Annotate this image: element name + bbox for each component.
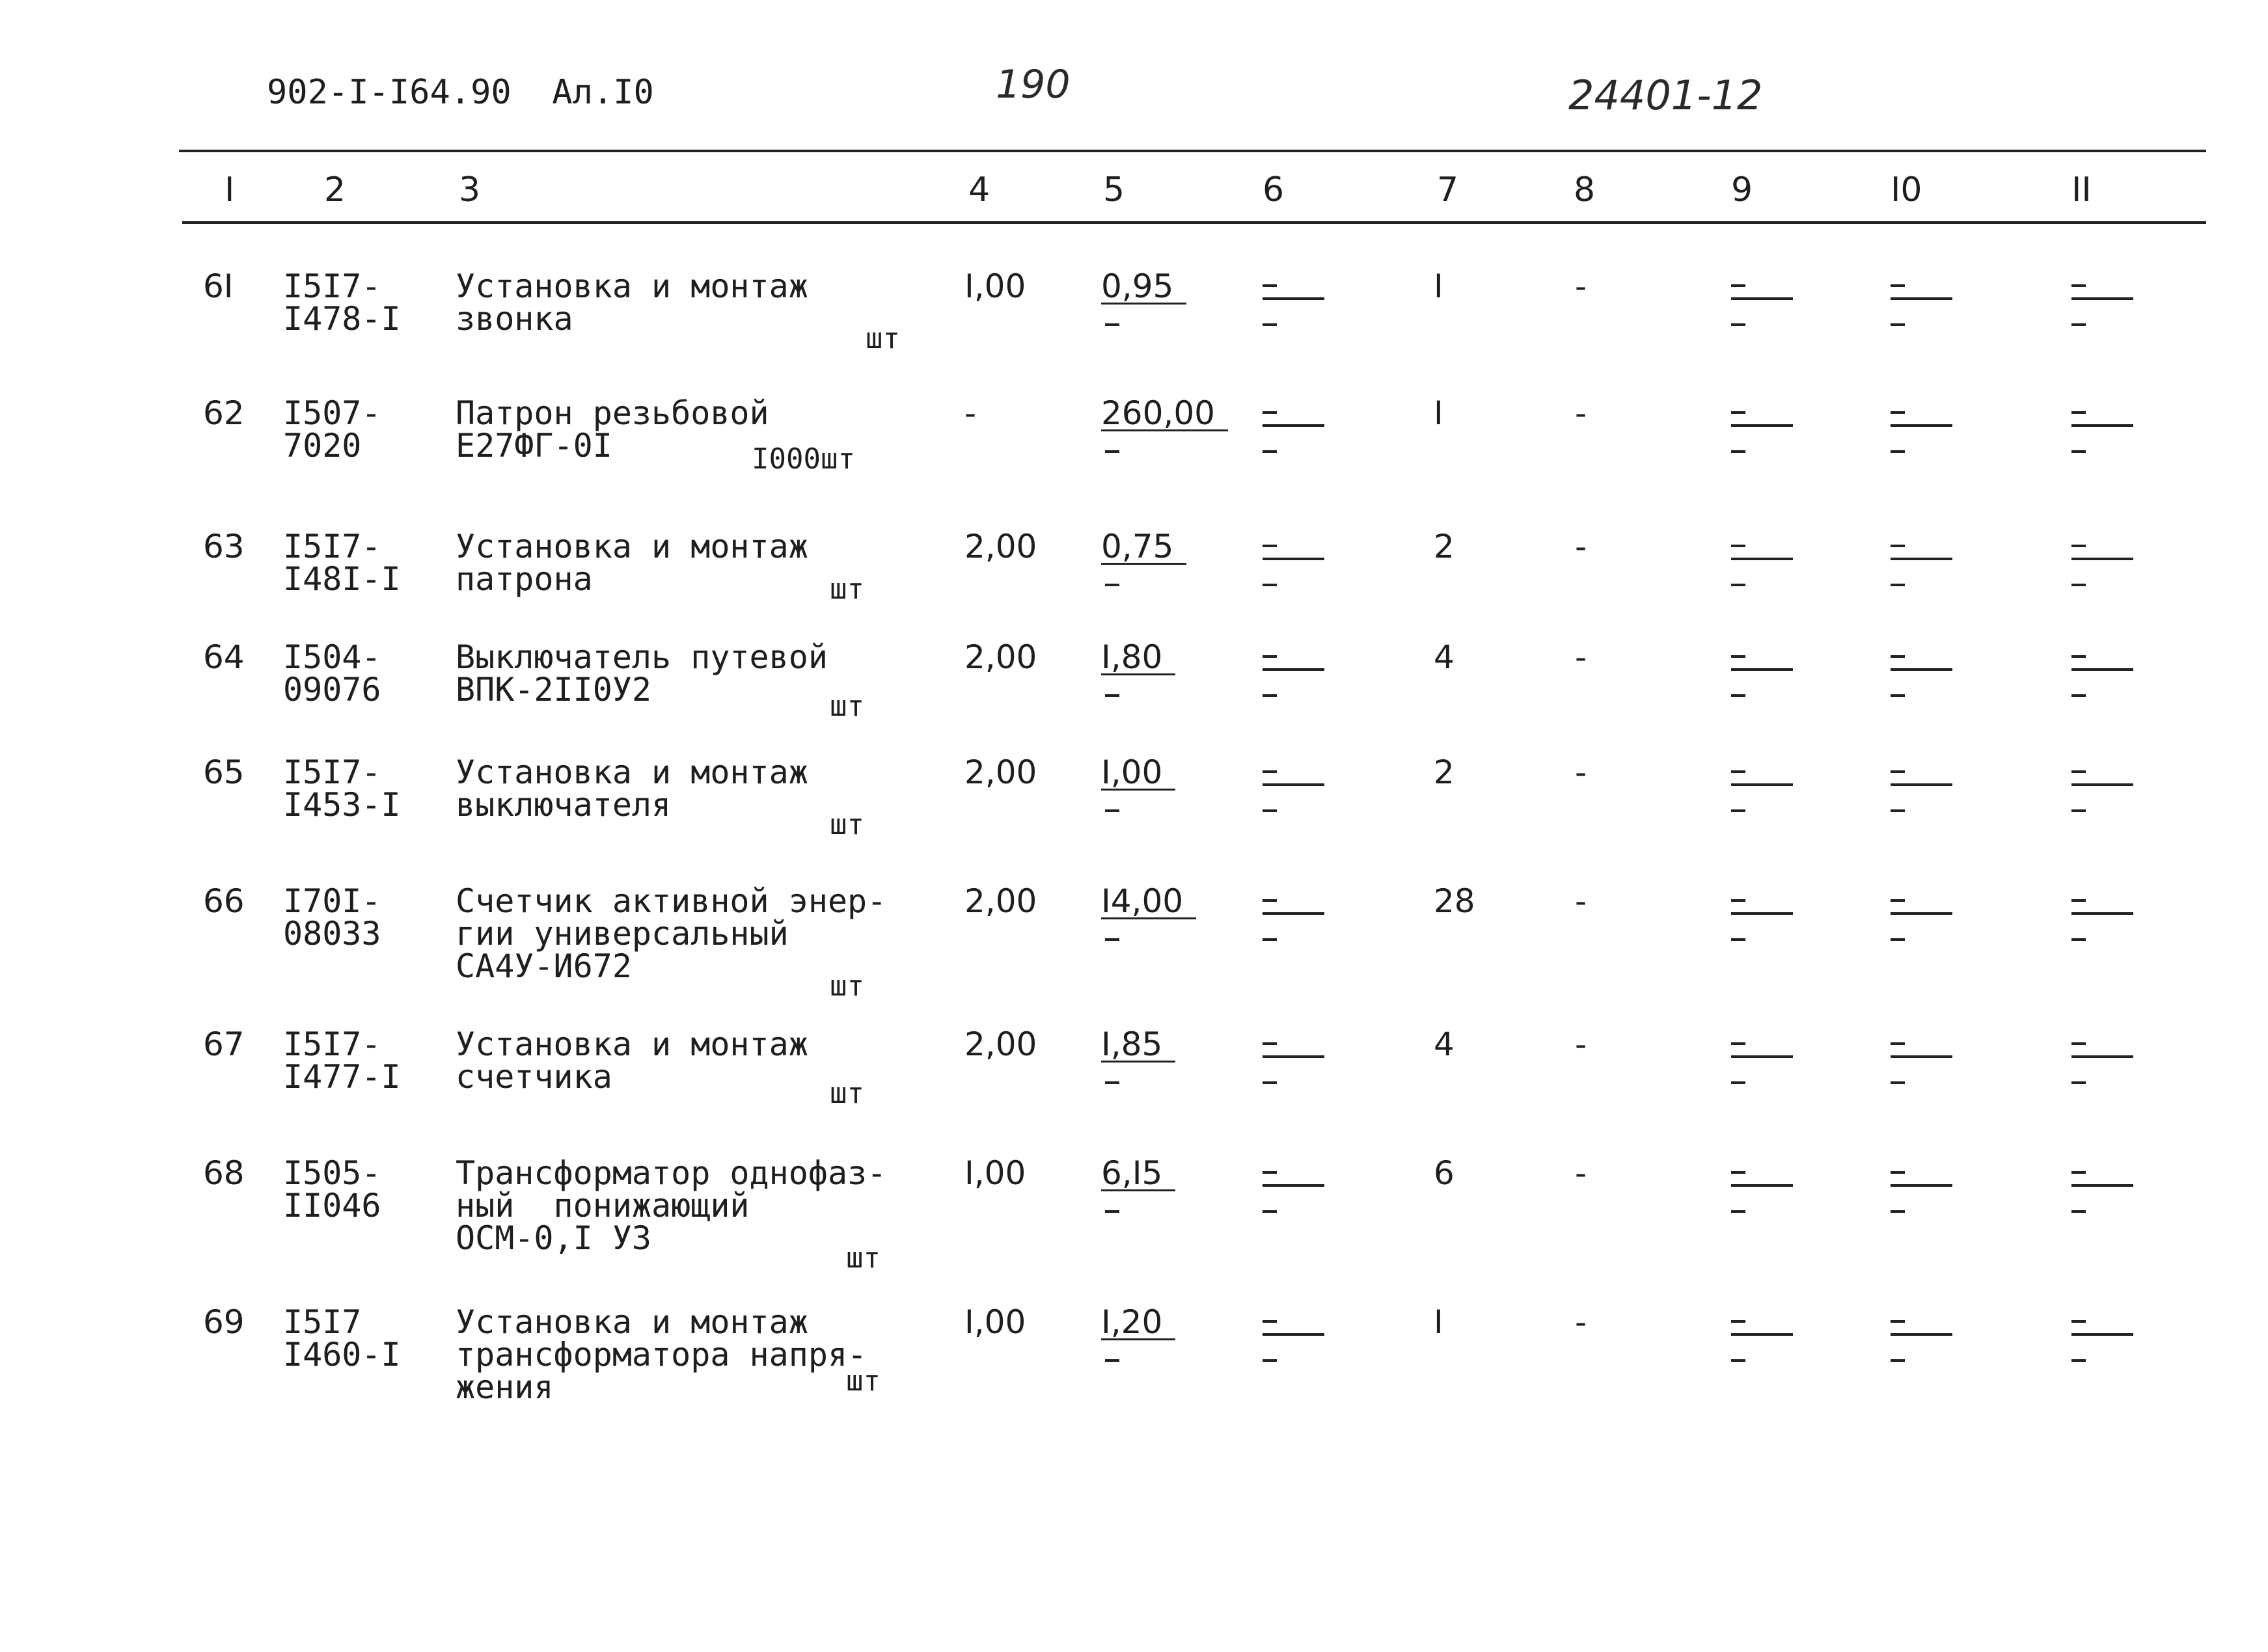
column-sub-dash: [1891, 809, 1905, 812]
column-dash-mark: [1263, 411, 1277, 414]
column-sub-dash: [1731, 1210, 1745, 1213]
column-sub-dash: [1263, 1359, 1277, 1362]
column-sub-dash: [1731, 1081, 1745, 1084]
table-row: [0, 394, 2268, 514]
column-header-7: 7: [1437, 170, 1459, 210]
row-name: Трансформатор однофаз- ный понижающий ОСМ-0,I УЗ: [456, 1154, 887, 1257]
doc-code: 902-I-I64.90 Ал.I0: [267, 73, 654, 112]
column-sub-dash: [2071, 809, 2086, 812]
table-top-rule: [179, 150, 2206, 152]
price-sub-dash: [1105, 323, 1119, 326]
column-underline: [2071, 297, 2133, 300]
column-underline: [1731, 558, 1793, 560]
table-row: [0, 638, 2268, 758]
column-dash-mark: [2071, 411, 2086, 414]
column-sub-dash: [1263, 1081, 1277, 1084]
column-sub-dash: [1891, 1210, 1905, 1213]
row-quantity: I,00: [964, 1154, 1026, 1192]
row-code: I5I7 I460-I: [283, 1303, 401, 1374]
row-unit: I000шт: [752, 442, 855, 476]
column-underline: [1263, 668, 1324, 671]
column-sub-dash: [1731, 1359, 1745, 1362]
column-dash-mark: [1891, 1042, 1905, 1045]
column-dash-mark: [2071, 284, 2086, 287]
row-unit: шт: [830, 573, 864, 606]
price-sub-dash: [1105, 584, 1119, 586]
row-number: 65: [203, 753, 245, 791]
column-underline: [1891, 424, 1952, 427]
row-quantity: 2,00: [964, 882, 1037, 920]
column-dash-mark: [1891, 284, 1905, 287]
row-code: I505- II046: [283, 1154, 381, 1225]
column-dash-mark: [1731, 545, 1745, 547]
row-number: 6I: [203, 267, 234, 305]
column-underline: [2071, 558, 2133, 560]
table-row: [0, 753, 2268, 873]
price-sub-dash: [1105, 1210, 1119, 1213]
column-header-11: II: [2071, 170, 2092, 210]
column-underline: [1891, 1333, 1952, 1336]
column-sub-dash: [1263, 938, 1277, 941]
column-header-3: 3: [459, 170, 481, 210]
column-dash-mark: [2071, 655, 2086, 658]
column-dash-mark: [1731, 1171, 1745, 1174]
row-number: 64: [203, 638, 245, 676]
price-sub-dash: [1105, 450, 1119, 453]
column-header-9: 9: [1731, 170, 1753, 210]
row-unit: шт: [866, 322, 900, 355]
column-underline: [1263, 912, 1324, 915]
column-dash-mark: [1263, 1171, 1277, 1174]
row-unit: шт: [846, 1241, 881, 1275]
column-dash-mark: [2071, 545, 2086, 547]
column-header-8: 8: [1574, 170, 1596, 210]
column-sub-dash: [1731, 323, 1745, 326]
row-col8: -: [1575, 882, 1587, 920]
row-col8: -: [1575, 394, 1587, 432]
row-code: I507- 7020: [283, 394, 381, 465]
column-sub-dash: [2071, 1081, 2086, 1084]
row-unit: шт: [846, 1364, 881, 1398]
row-price: I,85: [1101, 1028, 1175, 1063]
table-row: [0, 267, 2268, 387]
row-quantity: 2,00: [964, 1025, 1037, 1063]
table-row: [0, 530, 2268, 647]
row-number: 62: [203, 394, 245, 432]
column-dash-mark: [1891, 1320, 1905, 1323]
column-dash-mark: [1891, 770, 1905, 773]
price-sub-dash: [1105, 938, 1119, 941]
column-sub-dash: [1891, 938, 1905, 941]
column-sub-dash: [1731, 450, 1745, 453]
column-underline: [2071, 1333, 2133, 1336]
column-sub-dash: [2071, 323, 2086, 326]
row-number: 68: [203, 1154, 245, 1192]
row-col7: 4: [1434, 638, 1455, 676]
column-sub-dash: [1891, 694, 1905, 697]
column-underline: [1891, 1184, 1952, 1187]
column-underline: [1891, 558, 1952, 560]
inventory-number: 24401-12: [1568, 72, 1763, 119]
column-dash-mark: [1731, 655, 1745, 658]
column-dash-mark: [2071, 770, 2086, 773]
row-name: Установка и монтаж патрона: [456, 528, 808, 598]
column-dash-mark: [1263, 899, 1277, 902]
row-col8: -: [1575, 1025, 1587, 1063]
row-code: I5I7- I478-I: [283, 267, 401, 338]
column-underline: [1263, 297, 1324, 300]
column-underline: [1263, 424, 1324, 427]
column-dash-mark: [1891, 899, 1905, 902]
column-dash-mark: [1731, 284, 1745, 287]
row-quantity: 2,00: [964, 638, 1037, 676]
row-quantity: I,00: [964, 267, 1026, 305]
row-unit: шт: [830, 690, 864, 723]
column-underline: [1731, 1333, 1793, 1336]
column-dash-mark: [1731, 899, 1745, 902]
column-underline: [2071, 668, 2133, 671]
column-sub-dash: [2071, 1210, 2086, 1213]
column-underline: [1891, 668, 1952, 671]
column-sub-dash: [2071, 694, 2086, 697]
row-col7: I: [1434, 394, 1443, 432]
column-underline: [1731, 668, 1793, 671]
column-dash-mark: [1891, 1171, 1905, 1174]
column-dash-mark: [2071, 899, 2086, 902]
table-row: [0, 1154, 2268, 1275]
row-col8: -: [1575, 1303, 1587, 1341]
column-sub-dash: [1891, 323, 1905, 326]
column-underline: [1731, 297, 1793, 300]
column-sub-dash: [1731, 938, 1745, 941]
column-dash-mark: [1263, 655, 1277, 658]
row-code: I504- 09076: [283, 638, 381, 709]
row-name: Установка и монтаж трансформатора напря- жения: [456, 1303, 868, 1406]
column-sub-dash: [1263, 323, 1277, 326]
column-header-1: I: [225, 170, 235, 210]
price-sub-dash: [1105, 1081, 1119, 1084]
row-unit: шт: [830, 808, 864, 841]
row-col8: -: [1575, 753, 1587, 791]
column-sub-dash: [1891, 450, 1905, 453]
row-price: 0,75: [1101, 530, 1186, 565]
column-dash-mark: [1263, 1042, 1277, 1045]
column-underline: [1731, 1184, 1793, 1187]
column-header-6: 6: [1263, 170, 1285, 210]
page-number: 190: [996, 62, 1071, 107]
row-col7: 4: [1434, 1025, 1455, 1063]
row-number: 67: [203, 1025, 245, 1063]
column-underline: [1263, 783, 1324, 786]
row-number: 63: [203, 528, 245, 565]
column-sub-dash: [1731, 809, 1745, 812]
column-dash-mark: [1263, 545, 1277, 547]
column-dash-mark: [1731, 770, 1745, 773]
row-price: I,20: [1101, 1306, 1175, 1340]
row-price: 0,95: [1101, 270, 1186, 305]
row-name: Выключатель путевой ВПК-2II0У2: [456, 638, 828, 709]
column-underline: [1731, 1055, 1793, 1058]
column-header-10: I0: [1891, 170, 1922, 210]
column-underline: [2071, 424, 2133, 427]
column-underline: [2071, 1184, 2133, 1187]
row-quantity: 2,00: [964, 753, 1037, 791]
row-name: Установка и монтаж звонка: [456, 267, 808, 338]
column-sub-dash: [1891, 584, 1905, 586]
row-quantity: I,00: [964, 1303, 1026, 1341]
column-sub-dash: [2071, 938, 2086, 941]
table-row: [0, 1025, 2268, 1145]
row-quantity: 2,00: [964, 528, 1037, 565]
column-underline: [1891, 912, 1952, 915]
table-header-rule: [182, 221, 2206, 224]
column-underline: [2071, 912, 2133, 915]
price-sub-dash: [1105, 1359, 1119, 1362]
column-dash-mark: [2071, 1171, 2086, 1174]
column-sub-dash: [2071, 584, 2086, 586]
column-sub-dash: [1891, 1081, 1905, 1084]
price-sub-dash: [1105, 694, 1119, 697]
column-underline: [1731, 912, 1793, 915]
row-col8: -: [1575, 267, 1587, 305]
column-sub-dash: [2071, 450, 2086, 453]
row-unit: шт: [830, 969, 864, 1003]
column-underline: [1263, 1333, 1324, 1336]
column-sub-dash: [1263, 1210, 1277, 1213]
column-sub-dash: [1891, 1359, 1905, 1362]
table-row: [0, 882, 2268, 1003]
column-sub-dash: [1263, 809, 1277, 812]
column-sub-dash: [1263, 584, 1277, 586]
row-name: Счетчик активной энер- гии универсальный СА4У-И672: [456, 882, 887, 985]
column-header-2: 2: [324, 170, 346, 210]
row-col8: -: [1575, 1154, 1587, 1192]
column-underline: [1263, 1055, 1324, 1058]
column-underline: [1731, 783, 1793, 786]
row-col8: -: [1575, 638, 1587, 676]
row-col8: -: [1575, 528, 1587, 565]
column-underline: [1731, 424, 1793, 427]
column-dash-mark: [1731, 411, 1745, 414]
row-col7: 28: [1434, 882, 1475, 920]
row-code: I5I7- I48I-I: [283, 528, 401, 598]
column-dash-mark: [1731, 1320, 1745, 1323]
row-code: I5I7- I453-I: [283, 753, 401, 824]
column-underline: [1891, 297, 1952, 300]
row-col7: I: [1434, 267, 1443, 305]
row-unit: шт: [830, 1077, 864, 1110]
row-name: Патрон резьбовой Е27ФГ-0I: [456, 394, 769, 465]
column-sub-dash: [1731, 694, 1745, 697]
row-col7: 2: [1434, 753, 1455, 791]
column-underline: [1891, 783, 1952, 786]
row-quantity: -: [964, 394, 977, 432]
column-dash-mark: [2071, 1042, 2086, 1045]
row-price: 6,I5: [1101, 1157, 1175, 1191]
row-col7: 6: [1434, 1154, 1455, 1192]
row-name: Установка и монтаж выключателя: [456, 753, 808, 824]
column-dash-mark: [1263, 1320, 1277, 1323]
column-dash-mark: [1891, 655, 1905, 658]
column-underline: [1263, 1184, 1324, 1187]
column-underline: [1263, 558, 1324, 560]
column-dash-mark: [1263, 770, 1277, 773]
row-price: 260,00: [1101, 397, 1228, 431]
column-header-4: 4: [968, 170, 991, 210]
column-sub-dash: [1731, 584, 1745, 586]
price-sub-dash: [1105, 809, 1119, 812]
column-dash-mark: [1731, 1042, 1745, 1045]
column-underline: [2071, 783, 2133, 786]
row-number: 66: [203, 882, 245, 920]
column-dash-mark: [1891, 545, 1905, 547]
row-col7: 2: [1434, 528, 1455, 565]
row-name: Установка и монтаж счетчика: [456, 1025, 808, 1096]
row-col7: I: [1434, 1303, 1443, 1341]
column-underline: [1891, 1055, 1952, 1058]
column-sub-dash: [1263, 694, 1277, 697]
column-header-5: 5: [1103, 170, 1125, 210]
column-sub-dash: [2071, 1359, 2086, 1362]
column-dash-mark: [1891, 411, 1905, 414]
row-price: I,80: [1101, 641, 1175, 675]
row-code: I5I7- I477-I: [283, 1025, 401, 1096]
column-dash-mark: [1263, 284, 1277, 287]
column-sub-dash: [1263, 450, 1277, 453]
column-dash-mark: [2071, 1320, 2086, 1323]
table-row: [0, 1303, 2268, 1423]
row-number: 69: [203, 1303, 245, 1341]
row-price: I,00: [1101, 756, 1175, 791]
row-price: I4,00: [1101, 885, 1196, 919]
row-code: I70I- 08033: [283, 882, 381, 953]
column-underline: [2071, 1055, 2133, 1058]
